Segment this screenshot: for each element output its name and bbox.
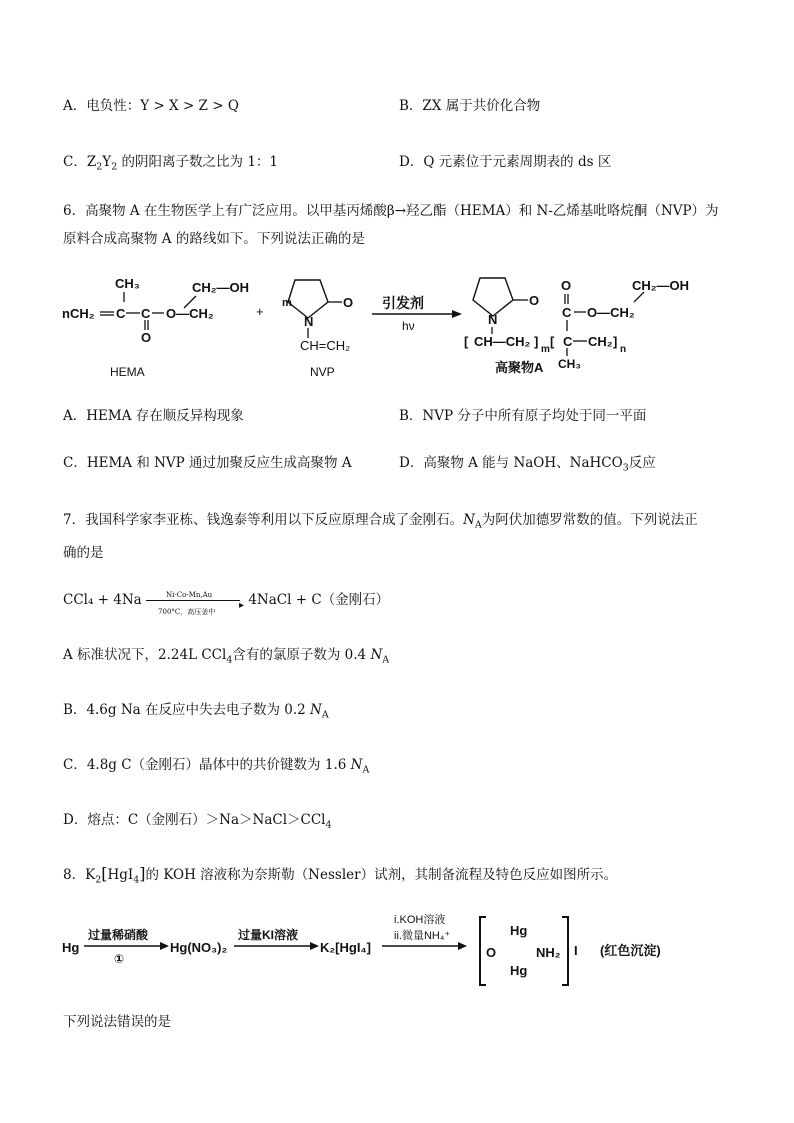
q5-option-d[interactable]: D．Q 元素位于元素周期表的 ds 区 (399, 154, 612, 170)
q7-stem-line1 (63, 510, 698, 536)
poly-ch3: CH₃ (558, 357, 581, 371)
poly-o1: O (529, 293, 540, 308)
q7-c-na: N (350, 757, 363, 773)
q5-option-c-sub1: 2 (96, 161, 103, 173)
q7-d-sub: 4 (325, 819, 332, 831)
q6-stem-line1: 6．高聚物 A 在生物医学上有广泛应用。以甲基丙烯酸β→羟乙酯（HEMA）和 N-乙烯基吡咯烷酮（NVP）为 (63, 203, 719, 219)
q7-option-b[interactable] (63, 700, 329, 726)
q8-right-bracket: ] (139, 864, 146, 883)
q6-option-b[interactable]: B．NVP 分子中所有原子均处于同一平面 (399, 408, 647, 424)
flow-step1-reagent: 过量稀硝酸 (88, 928, 149, 942)
q7-eq-right: 4NaCl + C（金刚石） (248, 592, 390, 608)
q7-eq-catalyst: Ni-Co-Mn,Au (166, 590, 213, 599)
q5-option-c-y: Y (102, 154, 112, 170)
nvp-n: N (304, 314, 314, 329)
q5-option-c-sub2: 2 (111, 161, 118, 173)
q7-stem-line2: 确的是 (63, 545, 104, 561)
q7-eq-left: CCl₄ + 4Na (63, 592, 142, 608)
nvp-vinyl: CH=CH₂ (300, 338, 351, 353)
q8-complex: HgI (107, 867, 134, 883)
poly-o-ch2: O—CH₂ (587, 305, 635, 320)
poly-ch2oh: CH₂—OH (632, 278, 690, 293)
q6-option-a[interactable]: A．HEMA 存在顺反异构现象 (63, 408, 244, 424)
q6-option-c[interactable]: C．HEMA 和 NVP 通过加聚反应生成高聚物 A (63, 455, 352, 471)
q6-option-d[interactable] (399, 453, 656, 479)
poly-left-bracket-1: [ (464, 334, 469, 349)
flow-step2-reagent: 过量KI溶液 (238, 928, 299, 942)
q6-option-d-sub: 3 (622, 462, 629, 474)
q5-option-b[interactable]: B．ZX 属于共价化合物 (399, 98, 541, 114)
poly-n-atom: N (488, 312, 498, 327)
poly-m-sub: m (541, 344, 550, 355)
poly-n-sub: n (620, 344, 627, 355)
hema-o-ch2: O—CH₂ (166, 306, 214, 321)
plus-sign: + (256, 304, 264, 319)
poly-chain1: CH—CH₂ (474, 334, 531, 349)
label-nvp: NVP (310, 365, 335, 379)
q7-option-a[interactable] (63, 645, 389, 671)
q6-stem-line2: 原料合成高聚物 A 的路线如下。下列说法正确的是 (63, 231, 365, 247)
flow-step3-reagent2: ii.微量NH₄⁺ (394, 930, 451, 942)
poly-ester-o: O (561, 278, 572, 293)
q7-b-pre: B．4.6g Na 在反应中失去电子数为 0.2 (63, 702, 311, 718)
q7-d-pre: D．熔点：C（金刚石）＞Na＞NaCl＞CCl (63, 812, 326, 828)
q7-eq-arrow-head: ▸ (239, 599, 245, 611)
label-hema: HEMA (110, 365, 145, 379)
q6-option-d-suffix: 反应 (628, 455, 656, 471)
reagent-initiator: 引发剂 (382, 295, 424, 311)
poly-right-bracket-2: ] (613, 334, 618, 349)
q5-option-c[interactable] (63, 152, 278, 178)
poly-c: C (563, 334, 573, 349)
flow-k2hgi4: K₂[HgI₄] (320, 940, 371, 955)
q7-b-na-sub: A (321, 709, 329, 721)
reagent-condition: hν (402, 319, 415, 333)
q8-stem (63, 864, 617, 891)
flow-prod-o: O (486, 945, 497, 960)
q7-na-sub: A (474, 519, 482, 531)
flow-step3-reagent1: i.KOH溶液 (394, 914, 446, 926)
poly-right-bracket-1: ] (534, 334, 539, 349)
label-polymer-a: 高聚物A (495, 360, 544, 375)
q7-equation (63, 590, 390, 616)
q8-left-bracket: [ (101, 864, 108, 883)
flow-prod-i: I (574, 943, 578, 958)
flow-prod-hg1: Hg (510, 923, 528, 938)
flow-hg: Hg (62, 940, 80, 955)
nvp-o: O (343, 295, 354, 310)
q7-option-c[interactable] (63, 755, 369, 781)
q7-stem-post: 为阿伏加德罗常数的值。下列说法正 (481, 512, 698, 528)
q5-option-c-z: Z (86, 154, 97, 170)
flow-step1-label: ① (114, 952, 125, 966)
q8-stem-sub: 2 (95, 874, 102, 886)
q7-a-pre: A 标准状况下，2.24L CCl (63, 647, 227, 663)
q7-option-d[interactable] (63, 810, 332, 836)
poly-ch2: CH₂ (588, 334, 613, 349)
flow-prod-nh2: NH₂ (536, 945, 561, 960)
q5-option-c-prefix: C． (63, 154, 87, 170)
q5-option-a[interactable]: A．电负性：Y > X > Z > Q (63, 98, 239, 114)
flow-prod-note: (红色沉淀) (600, 943, 661, 958)
hema-n-ch2: nCH₂ (62, 306, 95, 321)
hema-c1: C (116, 306, 126, 321)
q7-eq-condition: 700°C，高压釜中 (158, 607, 216, 616)
poly-ester-c: C (562, 305, 572, 320)
q6-reaction-scheme (60, 268, 740, 383)
hema-ch3: CH₃ (115, 276, 140, 291)
flow-hgno3: Hg(NO₃)₂ (170, 940, 228, 955)
nvp-m: m (282, 297, 292, 309)
hema-c2: C (141, 306, 151, 321)
q8-stem-post: 的 KOH 溶液称为奈斯勒（Nessler）试剂，其制备流程及特色反应如图所示。 (145, 867, 618, 883)
q7-a-na: N (370, 647, 383, 663)
q7-a-post: 含有的氯原子数为 0.4 (232, 647, 371, 663)
q8-complex-sub: 4 (133, 874, 140, 886)
q7-a-na-sub: A (382, 654, 390, 666)
q8-follow: 下列说法错误的是 (63, 1014, 171, 1030)
q8-flow-diagram (60, 905, 700, 995)
q7-na-symbol: N (463, 512, 475, 528)
q7-b-na: N (310, 702, 322, 718)
flow-prod-hg2: Hg (510, 963, 528, 978)
q6-option-d-prefix: D．高聚物 A 能与 NaOH、NaHCO (399, 455, 623, 471)
q7-eq-arrow-line (146, 600, 240, 601)
q7-c-pre: C．4.8g C（金刚石）晶体中的共价键数为 1.6 (63, 757, 351, 773)
q7-stem-pre: 7．我国科学家李亚栋、钱逸泰等利用以下反应原理合成了金刚石。 (63, 512, 464, 528)
q8-stem-num: 8．K (63, 867, 96, 883)
q7-c-na-sub: A (362, 764, 370, 776)
poly-left-bracket-2: [ (550, 334, 555, 349)
q7-a-sub: 4 (226, 654, 233, 666)
hema-ch2oh: CH₂—OH (192, 280, 250, 295)
q7-eq-arrow (146, 590, 245, 616)
hema-carbonyl-o: O (141, 330, 152, 345)
q5-option-c-text: 的阴阳离子数之比为 1：1 (117, 154, 279, 170)
